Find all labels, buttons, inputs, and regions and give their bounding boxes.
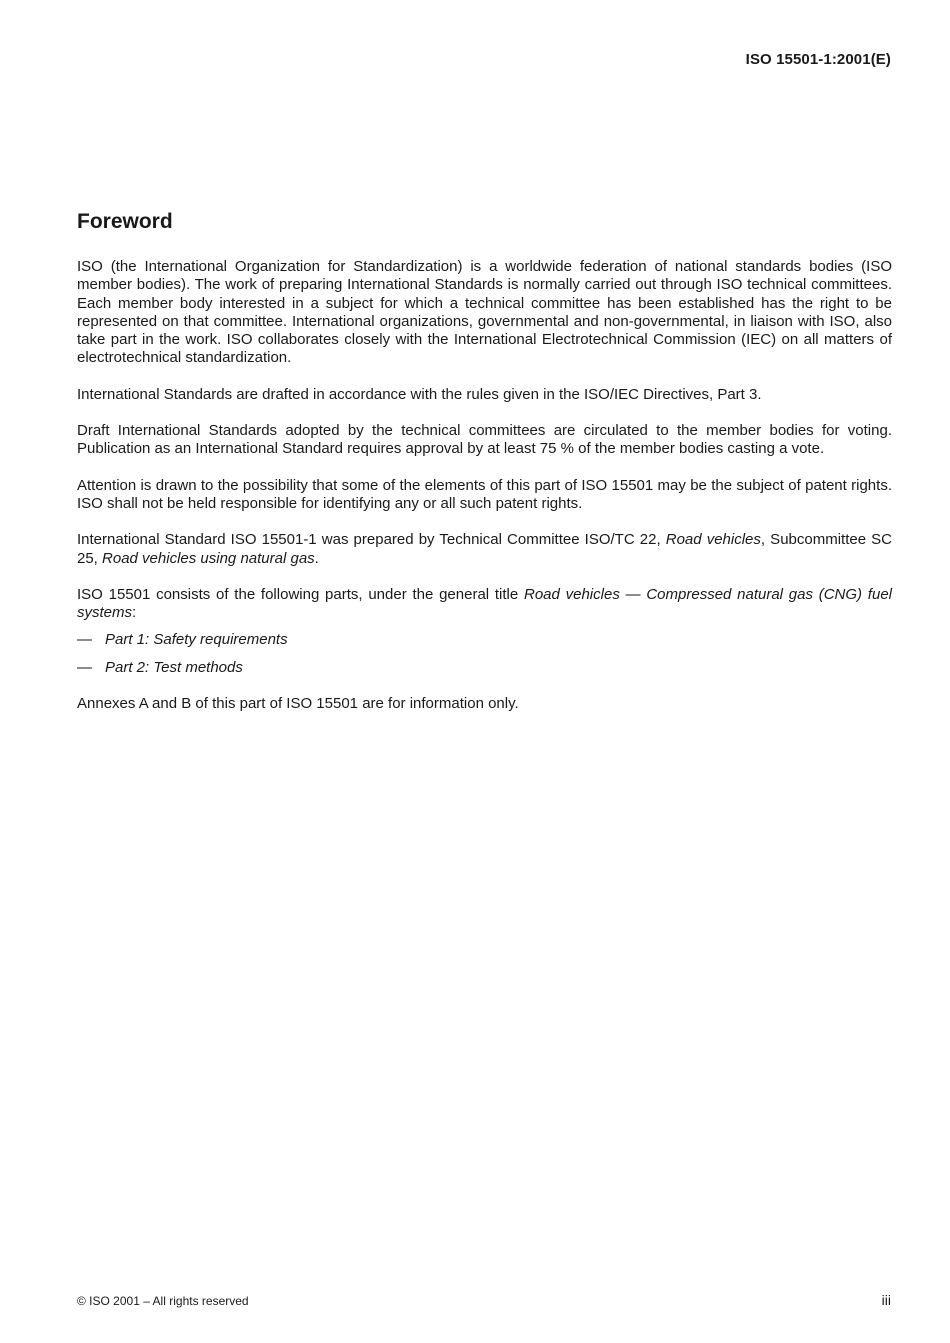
document-identifier: ISO 15501-1:2001(E)	[745, 51, 891, 68]
paragraph-parts-intro	[77, 586, 892, 623]
paragraph-patent: Attention is drawn to the possibility that some of the elements of this part of ISO 15501 may be the subject of patent rights. ISO shall not be held responsible for identifying any or all such patent rights.	[77, 476, 892, 512]
part-label: Part 1: Safety requirements	[105, 631, 288, 649]
paragraph-voting: Draft International Standards adopted by the technical committees are circulated to the member bodies for voting. Publication as an International Standard requires approval by at least 75 % of the member bodies casting a vote.	[77, 422, 892, 458]
text-segment: ISO 15501 consists of the following parts, under the general title	[77, 585, 524, 603]
text-segment: International Standard ISO 15501-1 was prepared by Technical Committee ISO/TC 22,	[77, 531, 666, 549]
text-segment: :	[132, 604, 137, 622]
general-title: Road vehicles — Compressed natural gas (CNG) fuel systems	[77, 585, 892, 622]
page-number: iii	[881, 1292, 891, 1308]
paragraph-annexes: Annexes A and B of this part of ISO 15501 are for information only.	[77, 695, 519, 713]
committee-title: Road vehicles	[665, 531, 761, 549]
foreword-section	[77, 208, 892, 731]
list-item	[77, 659, 892, 677]
dash-bullet: —	[77, 658, 92, 676]
copyright-notice: © ISO 2001 – All rights reserved	[77, 1294, 249, 1308]
dash-bullet: —	[77, 631, 92, 649]
list-item	[77, 631, 892, 649]
section-heading: Foreword	[77, 210, 173, 233]
paragraph-directives: International Standards are drafted in accordance with the rules given in the ISO/IEC Directives, Part 3.	[77, 385, 762, 403]
text-segment: .	[314, 549, 319, 567]
parts-list	[77, 631, 892, 677]
subcommittee-title: Road vehicles using natural gas	[102, 549, 315, 567]
paragraph-prepared-by	[77, 531, 892, 568]
part-label: Part 2: Test methods	[105, 658, 243, 676]
paragraph-iso-intro: ISO (the International Organization for Standardization) is a worldwide federation of national standards bodies (ISO member bodies). The work of preparing International Standards is normally carried out through ISO technical committees. Each member body interested in a subject for which a technical committee has been established has the right to be represented on that committee. International organizations, governmental and non-governmental, in liaison with ISO, also take part in the work. ISO collaborates closely with the International Electrotechnical Commission (IEC) on all matters of electrotechnical standardization.	[77, 258, 892, 367]
text-segment: , Subcommittee SC 25,	[77, 531, 893, 567]
